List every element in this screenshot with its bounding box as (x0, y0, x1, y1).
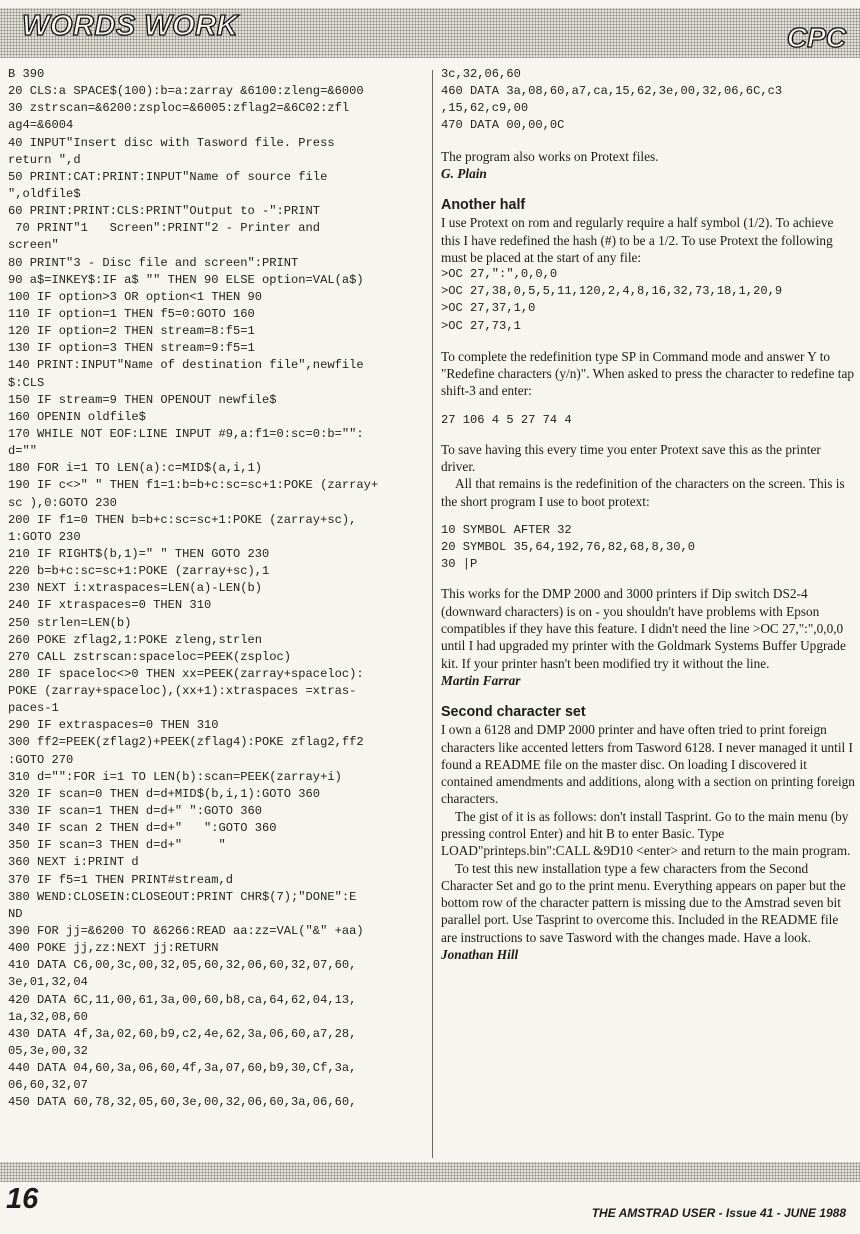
code-line: >OC 27,37,1,0 (441, 301, 536, 316)
code-line: 1a,32,08,60 (8, 1009, 88, 1024)
code-line: 05,3e,00,32 (8, 1044, 88, 1059)
code-line: 310 d="":FOR i=1 TO LEN(b):scan=PEEK(zarray+i) (8, 769, 342, 784)
code-line: 150 IF stream=9 THEN OPENOUT newfile$ (8, 392, 277, 407)
code-line: 460 DATA 3a,08,60,a7,ca,15,62,3e,00,32,06,6C,c3 (441, 84, 783, 99)
code-line: 100 IF option>3 OR option<1 THEN 90 (8, 289, 263, 304)
code-line: return ",d (8, 152, 81, 167)
code-line: 340 IF scan 2 THEN d=d+" ":GOTO 360 (8, 821, 277, 836)
code-line: 440 DATA 04,60,3a,06,60,4f,3a,07,60,b9,30,Cf,3a, (8, 1061, 357, 1076)
column-divider (432, 70, 433, 1158)
article-paragraph: All that remains is the redefinition of the characters on the screen. This is the short program I use to boot protext: (441, 476, 845, 509)
code-line: 90 a$=INKEY$:IF a$ "" THEN 90 ELSE option=VAL(a$) (8, 272, 364, 287)
article-text: The program also works on Protext files. (441, 148, 659, 164)
code-line: 50 PRINT:CAT:PRINT:INPUT"Name of source file (8, 169, 328, 184)
article-heading: Second character set (441, 704, 586, 721)
code-line: 390 FOR jj=&6200 TO &6266:READ aa:zz=VAL("&" +aa) (8, 924, 364, 939)
article-paragraph: The gist of it is as follows: don't install Tasprint. Go to the main menu (by pressing control Enter) and hit B to enter Basic. Type LOAD"printeps.bin":CALL &9D10 <enter> and return to the main program. (441, 808, 851, 859)
code-line: 430 DATA 4f,3a,02,60,b9,c2,4e,62,3a,06,60,a7,28, (8, 1026, 357, 1041)
code-line: 360 NEXT i:PRINT d (8, 855, 139, 870)
code-line: 180 FOR i=1 TO LEN(a):c=MID$(a,i,1) (8, 461, 263, 476)
basic-listing (8, 66, 426, 1112)
code-line: 80 PRINT"3 - Disc file and screen":PRINT (8, 255, 299, 270)
key-codes: 27 106 4 5 27 74 4 (441, 412, 572, 427)
code-line: $:CLS (8, 375, 45, 390)
code-line: ",oldfile$ (8, 186, 81, 201)
page-number: 16 (6, 1183, 39, 1215)
code-line: 380 WEND:CLOSEIN:CLOSEOUT:PRINT CHR$(7);"DONE":E (8, 889, 357, 904)
code-line: 3c,32,06,60 (441, 67, 521, 81)
code-line: 30 |P (441, 557, 478, 572)
code-line: ,15,62,c9,00 (441, 101, 529, 116)
code-line: 3e,01,32,04 (8, 975, 88, 990)
code-line: >OC 27,":",0,0,0 (441, 267, 558, 282)
article-heading: Another half (441, 197, 526, 214)
author-signature: Jonathan Hill (441, 947, 519, 963)
code-line: 20 SYMBOL 35,64,192,76,82,68,8,30,0 (441, 540, 696, 555)
code-line: 470 DATA 00,00,0C (441, 118, 565, 133)
code-line: >OC 27,38,0,5,5,11,120,2,4,8,16,32,73,18,1,20,9 (441, 284, 783, 299)
code-line: screen" (8, 238, 59, 253)
code-line: 280 IF spaceloc<>0 THEN xx=PEEK(zarray+spaceloc): (8, 666, 364, 681)
code-line: 220 b=b+c:sc=sc+1:POKE (zarray+sc),1 (8, 564, 270, 579)
code-line: 06,60,32,07 (8, 1078, 88, 1093)
code-line: 330 IF scan=1 THEN d=d+" ":GOTO 360 (8, 804, 263, 819)
code-line: ag4=&6004 (8, 118, 74, 133)
code-line: 30 zstrscan=&6200:zsploc=&6005:zflag2=&6C02:zfl (8, 101, 350, 116)
code-line: 60 PRINT:PRINT:CLS:PRINT"Output to -":PRINT (8, 204, 321, 219)
page-header (0, 0, 860, 62)
code-line: ND (8, 906, 23, 921)
article-paragraph: This works for the DMP 2000 and 3000 printers if Dip switch DS2-4 (downward characters) is on - you shouldn't have problems with Epson compatibles if they have this feature. I didn't need the line >OC 27,":",0,0,0 until I had upgraded my printer with the Goldmark Systems Buffer Upgrade kit. If your printer hasn't been modified try it without the line. (441, 586, 846, 671)
article-paragraph: To complete the redefinition type SP in Command mode and answer Y to "Redefine characters (y/n)". When asked to press the character to redefine tap shift-3 and enter: (441, 348, 855, 399)
code-line: 130 IF option=3 THEN stream=9:f5=1 (8, 341, 255, 356)
code-line: 400 POKE jj,zz:NEXT jj:RETURN (8, 941, 219, 956)
code-line: 350 IF scan=3 THEN d=d+" " (8, 838, 226, 853)
footer-dot-band (0, 1162, 860, 1182)
code-line: 210 IF RIGHT$(b,1)=" " THEN GOTO 230 (8, 546, 270, 561)
author-signature: G. Plain (441, 165, 487, 181)
article-paragraph: I own a 6128 and DMP 2000 printer and have often tried to print foreign characters like accented letters from Tasword 6128. I never managed it until I found a README file on the master disc. On loading I discovered it contained amendments and additions, along with a section on printing foreign characters. (441, 722, 855, 807)
code-line: 300 ff2=PEEK(zflag2)+PEEK(zflag4):POKE zflag2,ff2 (8, 735, 364, 750)
code-line: 420 DATA 6C,11,00,61,3a,00,60,b8,ca,64,62,04,13, (8, 992, 357, 1007)
code-line: 250 strlen=LEN(b) (8, 615, 132, 630)
code-line: :GOTO 270 (8, 752, 74, 767)
code-line: d="" (8, 444, 38, 459)
code-line: 190 IF c<>" " THEN f1=1:b=b+c:sc=sc+1:POKE (zarray+ (8, 478, 379, 493)
code-line: 110 IF option=1 THEN f5=0:GOTO 160 (8, 306, 255, 321)
code-line: 200 IF f1=0 THEN b=b+c:sc=sc+1:POKE (zarray+sc), (8, 512, 357, 527)
code-line: B 390 (8, 67, 45, 81)
code-line: 120 IF option=2 THEN stream=8:f5=1 (8, 324, 255, 339)
code-line: 140 PRINT:INPUT"Name of destination file",newfile (8, 358, 364, 373)
code-line: sc ),0:GOTO 230 (8, 495, 117, 510)
code-line: 1:GOTO 230 (8, 529, 81, 544)
left-column (8, 66, 426, 1112)
right-column (441, 66, 855, 963)
article-paragraph: To save having this every time you enter Protext save this as the printer driver. (441, 441, 821, 475)
code-line: 230 NEXT i:xtraspaces=LEN(a)-LEN(b) (8, 581, 263, 596)
code-line: 10 SYMBOL AFTER 32 (441, 522, 572, 537)
section-title: WORDS WORK (22, 10, 239, 42)
code-line: 240 IF xtraspaces=0 THEN 310 (8, 598, 212, 613)
article-paragraph: To test this new installation type a few characters from the Second Character Set and go to the print menu. Everything appears on paper but the bottom row of the character pattern is missing due to the Amstrad seven bit parallel port. Use Tasprint to overcome this. Included in the README file are instructions to save Tasword with the changes made. Have a look. (441, 860, 846, 945)
code-line: 160 OPENIN oldfile$ (8, 409, 146, 424)
code-line: 320 IF scan=0 THEN d=d+MID$(b,i,1):GOTO 360 (8, 786, 321, 801)
boot-program-listing (441, 522, 855, 573)
code-line: 40 INPUT"Insert disc with Tasword file. Press (8, 135, 335, 150)
code-line: 70 PRINT"1 Screen":PRINT"2 - Printer and (8, 221, 321, 236)
code-line: paces-1 (8, 701, 59, 716)
printer-control-codes (441, 266, 855, 335)
code-line: 410 DATA C6,00,3c,00,32,05,60,32,06,60,32,07,60, (8, 958, 357, 973)
basic-listing-continued (441, 66, 855, 135)
code-line: 20 CLS:a SPACE$(100):b=a:zarray &6100:zleng=&6000 (8, 84, 364, 99)
code-line: POKE (zarray+spaceloc),(xx+1):xtraspaces =xtras- (8, 684, 357, 699)
publication-footer: THE AMSTRAD USER - Issue 41 - JUNE 1988 (591, 1206, 846, 1220)
code-line: 170 WHILE NOT EOF:LINE INPUT #9,a:f1=0:sc=0:b="": (8, 426, 364, 441)
code-line: 370 IF f5=1 THEN PRINT#stream,d (8, 872, 233, 887)
section-tag: CPC (786, 22, 846, 53)
code-line: >OC 27,73,1 (441, 318, 521, 333)
author-signature: Martin Farrar (441, 672, 521, 688)
code-line: 270 CALL zstrscan:spaceloc=PEEK(zsploc) (8, 649, 292, 664)
code-line: 260 POKE zflag2,1:POKE zleng,strlen (8, 632, 263, 647)
code-line: 290 IF extraspaces=0 THEN 310 (8, 718, 219, 733)
article-paragraph: I use Protext on rom and regularly require a half symbol (1/2). To achieve this I have redefined the hash (#) to be a 1/2. To use Protext the following must be placed at the start of any file: (441, 215, 834, 265)
code-line: 450 DATA 60,78,32,05,60,3e,00,32,06,60,3a,06,60, (8, 1095, 357, 1110)
